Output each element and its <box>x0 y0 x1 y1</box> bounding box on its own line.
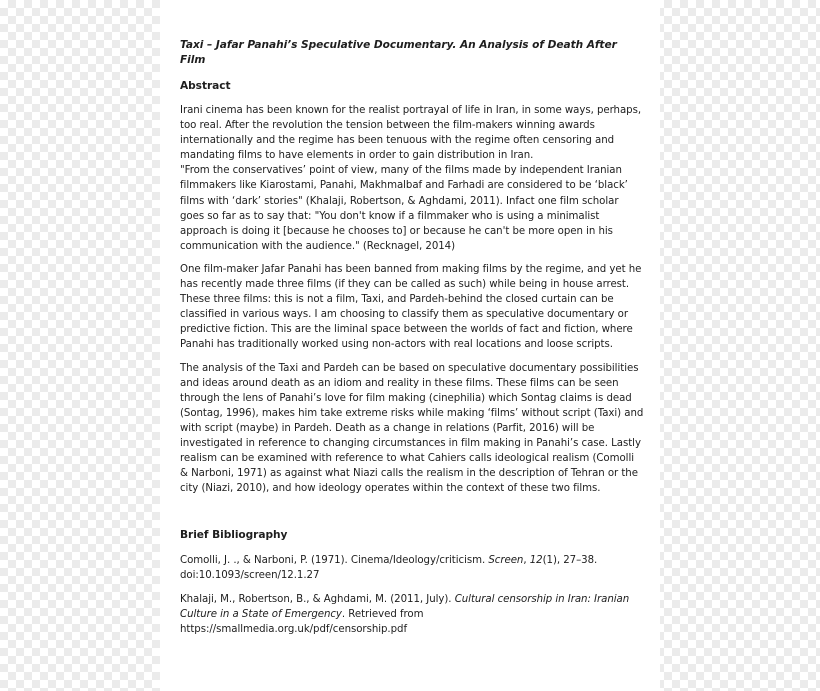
ref-details: (1), 27–38. doi:10.1093/screen/12.1.27 <box>180 555 598 582</box>
bibliography-entry <box>180 553 645 583</box>
document-title: Taxi – Jafar Panahi’s Speculative Documentary. An Analysis of Death After Film <box>180 39 617 66</box>
ref-separator: , <box>523 555 530 567</box>
ref-volume: 12 <box>529 555 543 567</box>
ref-authors-title: Comolli, J. ., & Narboni, P. (1971). Cinema/Ideology/criticism. <box>180 555 489 567</box>
ref-details: . Retrieved from https://smallmedia.org.uk/pdf/censorship.pdf <box>180 608 424 635</box>
ref-book-title: Cultural censorship in Iran: Iranian Culture in a State of Emergency <box>180 593 630 620</box>
abstract-paragraph: One film-maker Jafar Panahi has been banned from making films by the regime, and yet he has recently made three films (if they can be called as such) while being in house arrest. These three films: this is not a film, Taxi, and Pardeh-behind the closed curtain can be classified in various ways. I am choosing to classify them as speculative documentary or predictive fiction. This are the liminal space between the worlds of fact and fiction, where Panahi has traditionally worked using non-actors with real locations and loose scripts. <box>180 263 642 351</box>
ref-authors-date: Khalaji, M., Robertson, B., & Aghdami, M. (2011, July). <box>180 593 455 605</box>
bibliography-heading: Brief Bibliography <box>180 529 288 542</box>
abstract-heading: Abstract <box>180 80 231 92</box>
ref-journal: Screen <box>488 555 524 567</box>
document-content <box>180 38 645 645</box>
document-page <box>160 0 660 691</box>
bibliography-entry <box>180 592 645 637</box>
abstract-paragraph: Irani cinema has been known for the realist portrayal of life in Iran, in some ways, perhaps, too real. After the revolution the tension between the film-makers winning awards internationally and the regime has been tenuous with the regime often censoring and mandating films to have elements in order to gain distribution in Iran. "From the conservatives’ point of view, many of the films made by independent Iranian filmmakers like Kiarostami, Panahi, Makhmalbaf and Farhadi are considered to be ‘black’ films with ‘dark’ stories" (Khalaji, Robertson, & Aghdami, 2011). Infact one film scholar goes so far as to say that: "You don't know if a filmmaker who is using a minimalist approach is doing it [because he chooses to] or because he can't be more open in his communication with the audience." (Recknagel, 2014) <box>180 105 642 252</box>
abstract-paragraph: The analysis of the Taxi and Pardeh can be based on speculative documentary possibilities and ideas around death as an idiom and reality in these films. These films can be seen through the lens of Panahi’s love for film making (cinephilia) which Sontag claims is dead (Sontag, 1996), makes him take extreme risks while making ‘films’ without script (Taxi) and with script (maybe) in Pardeh. Death as a change in relations (Parfit, 2016) will be investigated in reference to changing circumstances in film making in Panahi’s case. Lastly realism can be examined with reference to what Cahiers calls ideological realism (Comolli & Narboni, 1971) as against what Niazi calls the realism in the description of Tehran or the city (Niazi, 2010), and how ideology operates within the context of these two films. <box>180 362 644 495</box>
